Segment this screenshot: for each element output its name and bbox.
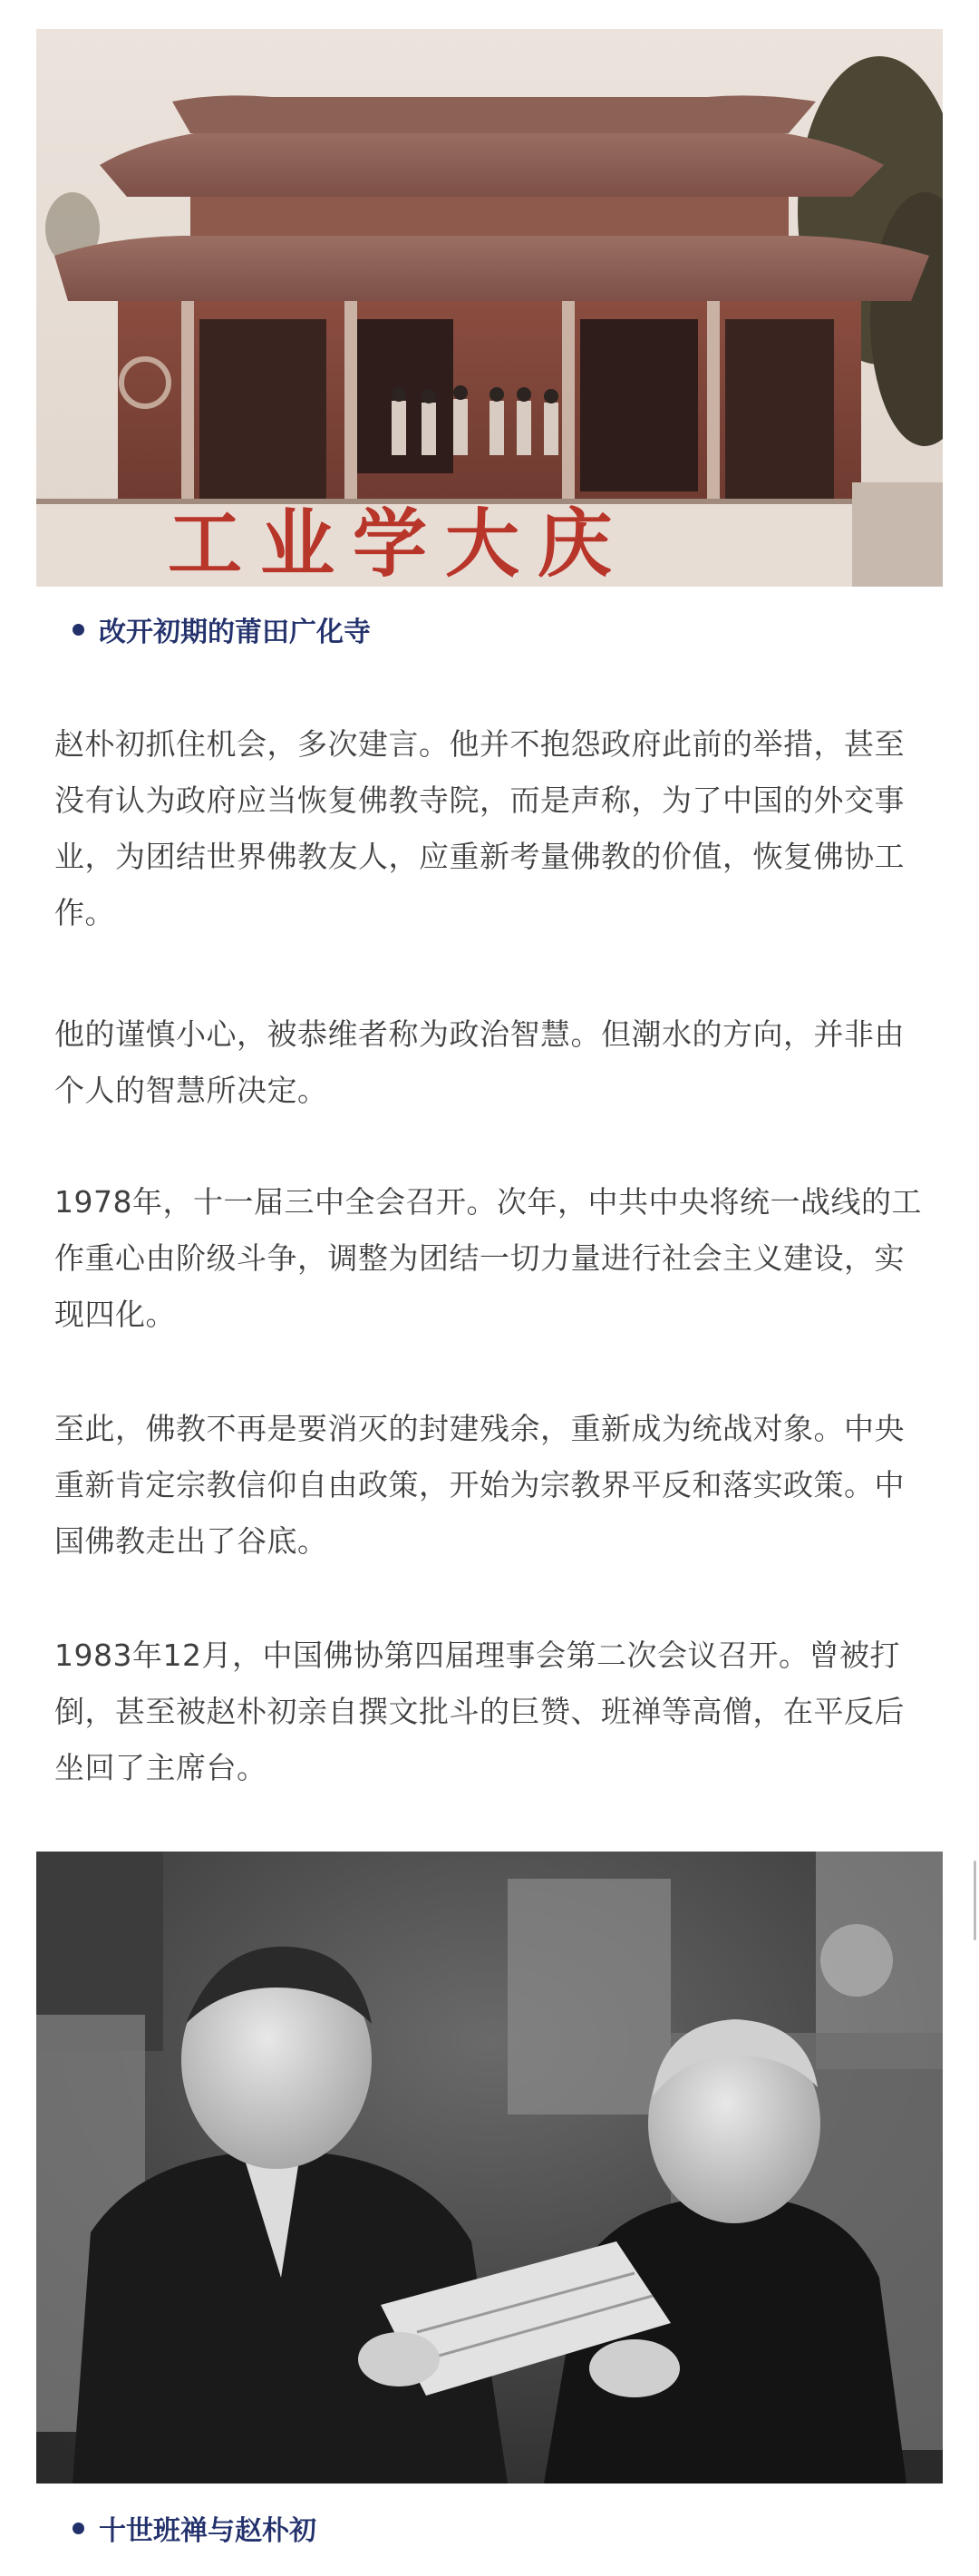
figure-caption <box>73 2508 316 2548</box>
body-paragraph: 1978年，十一届三中全会召开。次年，中共中央将统一战线的工作重心由阶级斗争，调整为团结一切力量进行社会主义建设，实现四化。 <box>54 1184 922 1332</box>
body-paragraph: 至此，佛教不再是要消灭的封建残余，重新成为统战对象。中央重新肯定宗教信仰自由政策，开始为宗教界平反和落实政策。中国佛教走出了谷底。 <box>54 1411 905 1559</box>
scrollbar[interactable] <box>974 1861 976 1940</box>
temple-photo <box>36 29 943 587</box>
figure-caption-text: 改开初期的莆田广化寺 <box>99 617 371 648</box>
body-paragraph: 他的谨慎小心，被恭维者称为政治智慧。但潮水的方向，并非由个人的智慧所决定。 <box>54 1016 905 1108</box>
bullet-dot-icon <box>73 624 84 636</box>
figure-caption-text: 十世班禅与赵朴初 <box>99 2515 316 2547</box>
portrait-photo <box>36 1852 943 2484</box>
banner-text: 工业学大庆 <box>167 501 631 587</box>
bullet-dot-icon <box>73 2523 84 2534</box>
figure-caption <box>73 609 371 649</box>
portrait-photo-image <box>36 1852 943 2484</box>
temple-photo-image <box>36 29 943 587</box>
body-paragraph: 1983年12月，中国佛协第四届理事会第二次会议召开。曾被打倒，甚至被赵朴初亲自撰文批斗的巨赞、班禅等高僧，在平反后坐回了主席台。 <box>54 1638 905 1785</box>
body-paragraph: 赵朴初抓住机会，多次建言。他并不抱怨政府此前的举措，甚至没有认为政府应当恢复佛教寺院，而是声称，为了中国的外交事业，为团结世界佛教友人，应重新考量佛教的价值，恢复佛协工作。 <box>54 726 905 930</box>
